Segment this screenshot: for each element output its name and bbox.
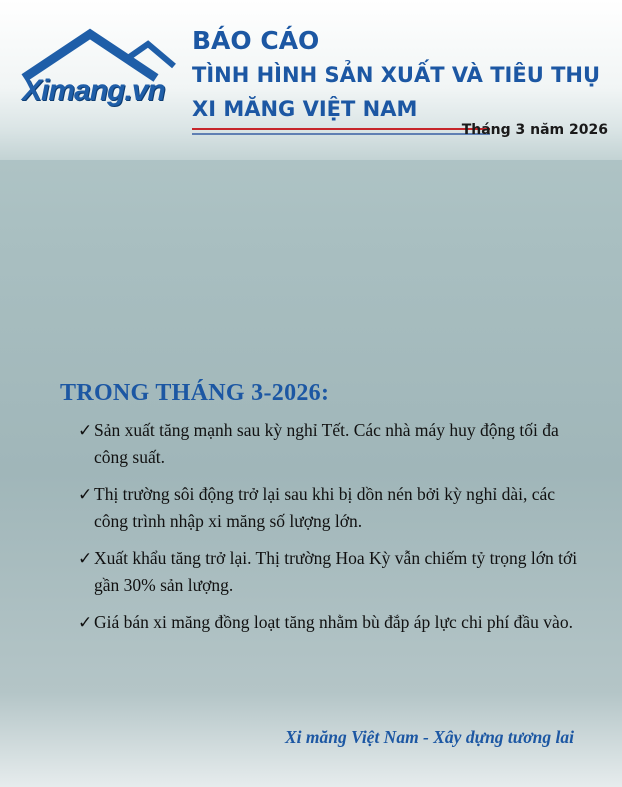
check-icon: ✓	[78, 549, 93, 568]
ximang-logo	[18, 28, 178, 118]
summary-bullet	[60, 545, 580, 599]
check-icon: ✓	[78, 613, 93, 632]
summary-bullet	[60, 481, 580, 535]
title-line-1: BÁO CÁO	[192, 26, 320, 55]
summary-section	[60, 380, 580, 646]
summary-bullet	[60, 609, 580, 636]
bullet-text: Xuất khẩu tăng trở lại. Thị trường Hoa Kỳ vẫn chiếm tỷ trọng lớn tới gần 30% sản lượng.	[94, 548, 578, 595]
summary-bullet	[60, 417, 580, 471]
divider-blue	[192, 133, 490, 135]
footer-slogan: Xi măng Việt Nam - Xây dựng tương lai	[284, 727, 574, 747]
bullet-text: Giá bán xi măng đồng loạt tăng nhằm bù đắp áp lực chi phí đầu vào.	[94, 612, 573, 632]
title-line-3: XI MĂNG VIỆT NAM	[192, 97, 418, 121]
report-header	[0, 0, 622, 160]
summary-heading: TRONG THÁNG 3-2026:	[60, 380, 330, 406]
title-line-2: TÌNH HÌNH SẢN XUẤT VÀ TIÊU THỤ	[192, 63, 601, 87]
bullet-text: Sản xuất tăng mạnh sau kỳ nghỉ Tết. Các nhà máy huy động tối đa công suất.	[94, 420, 559, 467]
logo-text: Ximang.vn	[22, 74, 165, 107]
report-date: Tháng 3 năm 2026	[461, 122, 608, 138]
check-icon: ✓	[78, 421, 93, 440]
bullet-text: Thị trường sôi động trở lại sau khi bị dồn nén bởi kỳ nghỉ dài, các công trình nhập xi măng số lượng lớn.	[94, 484, 556, 531]
report-title	[192, 24, 600, 126]
check-icon: ✓	[78, 485, 93, 504]
divider-red	[192, 128, 490, 130]
